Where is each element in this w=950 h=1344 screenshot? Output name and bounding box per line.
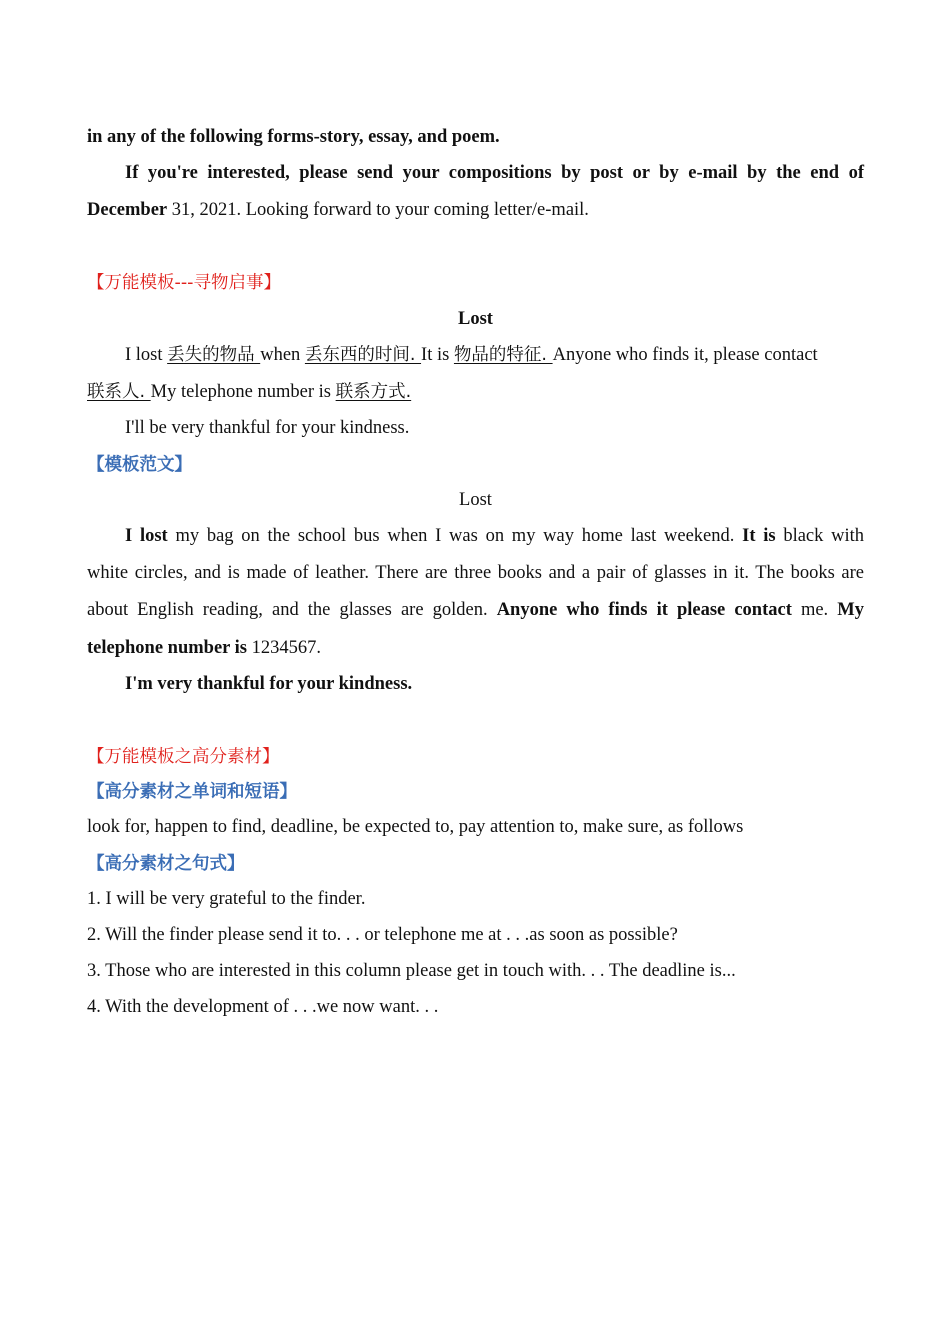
template-line-2 (87, 380, 864, 404)
intro-line: in any of the following forms-story, essay, and poem. (87, 127, 500, 147)
template-text: I lost (125, 345, 168, 365)
template-line-1 (125, 343, 864, 367)
sample-closing: I'm very thankful for your kindness. (125, 674, 413, 694)
sample-bold: It is (742, 526, 776, 546)
sample-bold: telephone number is (87, 638, 248, 658)
sample-line-4 (87, 636, 864, 660)
sentence-item: 2. Will the finder please send it to. . . or telephone me at . . .as soon as possible? (87, 925, 678, 945)
sample-bold: My (837, 600, 864, 620)
sentence-item: 1. I will be very grateful to the finder. (87, 889, 366, 909)
intro-month: December (87, 200, 168, 220)
blank-contact-method: 联系方式. (335, 382, 412, 402)
sample-bold: I lost (125, 526, 168, 546)
intro-paragraph-end (87, 198, 864, 222)
template-line-3: I'll be very thankful for your kindness. (125, 418, 410, 438)
template-text: It is (421, 345, 454, 365)
blank-contact-person: 联系人. (87, 382, 151, 402)
sample-text: me. (791, 600, 838, 620)
sample-title: Lost (459, 490, 492, 510)
sample-line-1 (125, 524, 864, 548)
sentences-heading: 【高分素材之句式】 (87, 854, 245, 874)
template-text: Anyone who finds it, please contact (552, 345, 818, 365)
intro-date-text: 31, 2021. Looking forward to your coming letter/e-mail. (167, 200, 589, 220)
template-text: when (260, 345, 305, 365)
words-list: look for, happen to find, deadline, be expected to, pay attention to, make sure, as follows (87, 817, 744, 837)
sample-bold: Anyone who finds it please contact (496, 600, 792, 620)
sample-line-3 (87, 598, 864, 622)
template-text: My telephone number is (150, 382, 336, 402)
sample-text: my bag on the school bus when I was on my way home last weekend. (167, 526, 743, 546)
words-heading: 【高分素材之单词和短语】 (87, 782, 297, 802)
sentence-item: 3. Those who are interested in this column please get in touch with. . . The deadline is... (87, 961, 736, 981)
materials-heading: 【万能模板之高分素材】 (87, 747, 280, 767)
blank-lost-item: 丢失的物品 (167, 345, 261, 365)
sample-text: black with (775, 526, 865, 546)
sample-text: about English reading, and the glasses are golden. (87, 600, 497, 620)
sentence-item: 4. With the development of . . .we now want. . . (87, 997, 439, 1017)
sample-text: 1234567. (247, 638, 322, 658)
template-heading: 【万能模板---寻物启事】 (87, 273, 281, 293)
blank-item-features: 物品的特征. (453, 345, 553, 365)
sample-line-2: white circles, and is made of leather. There are three books and a pair of glasses in it. The books are (87, 563, 864, 583)
blank-lost-time: 丢东西的时间. (304, 345, 422, 365)
sample-heading: 【模板范文】 (87, 455, 192, 475)
template-title: Lost (458, 309, 493, 329)
intro-paragraph-line: If you're interested, please send your compositions by post or by e-mail by the end of (125, 163, 864, 183)
